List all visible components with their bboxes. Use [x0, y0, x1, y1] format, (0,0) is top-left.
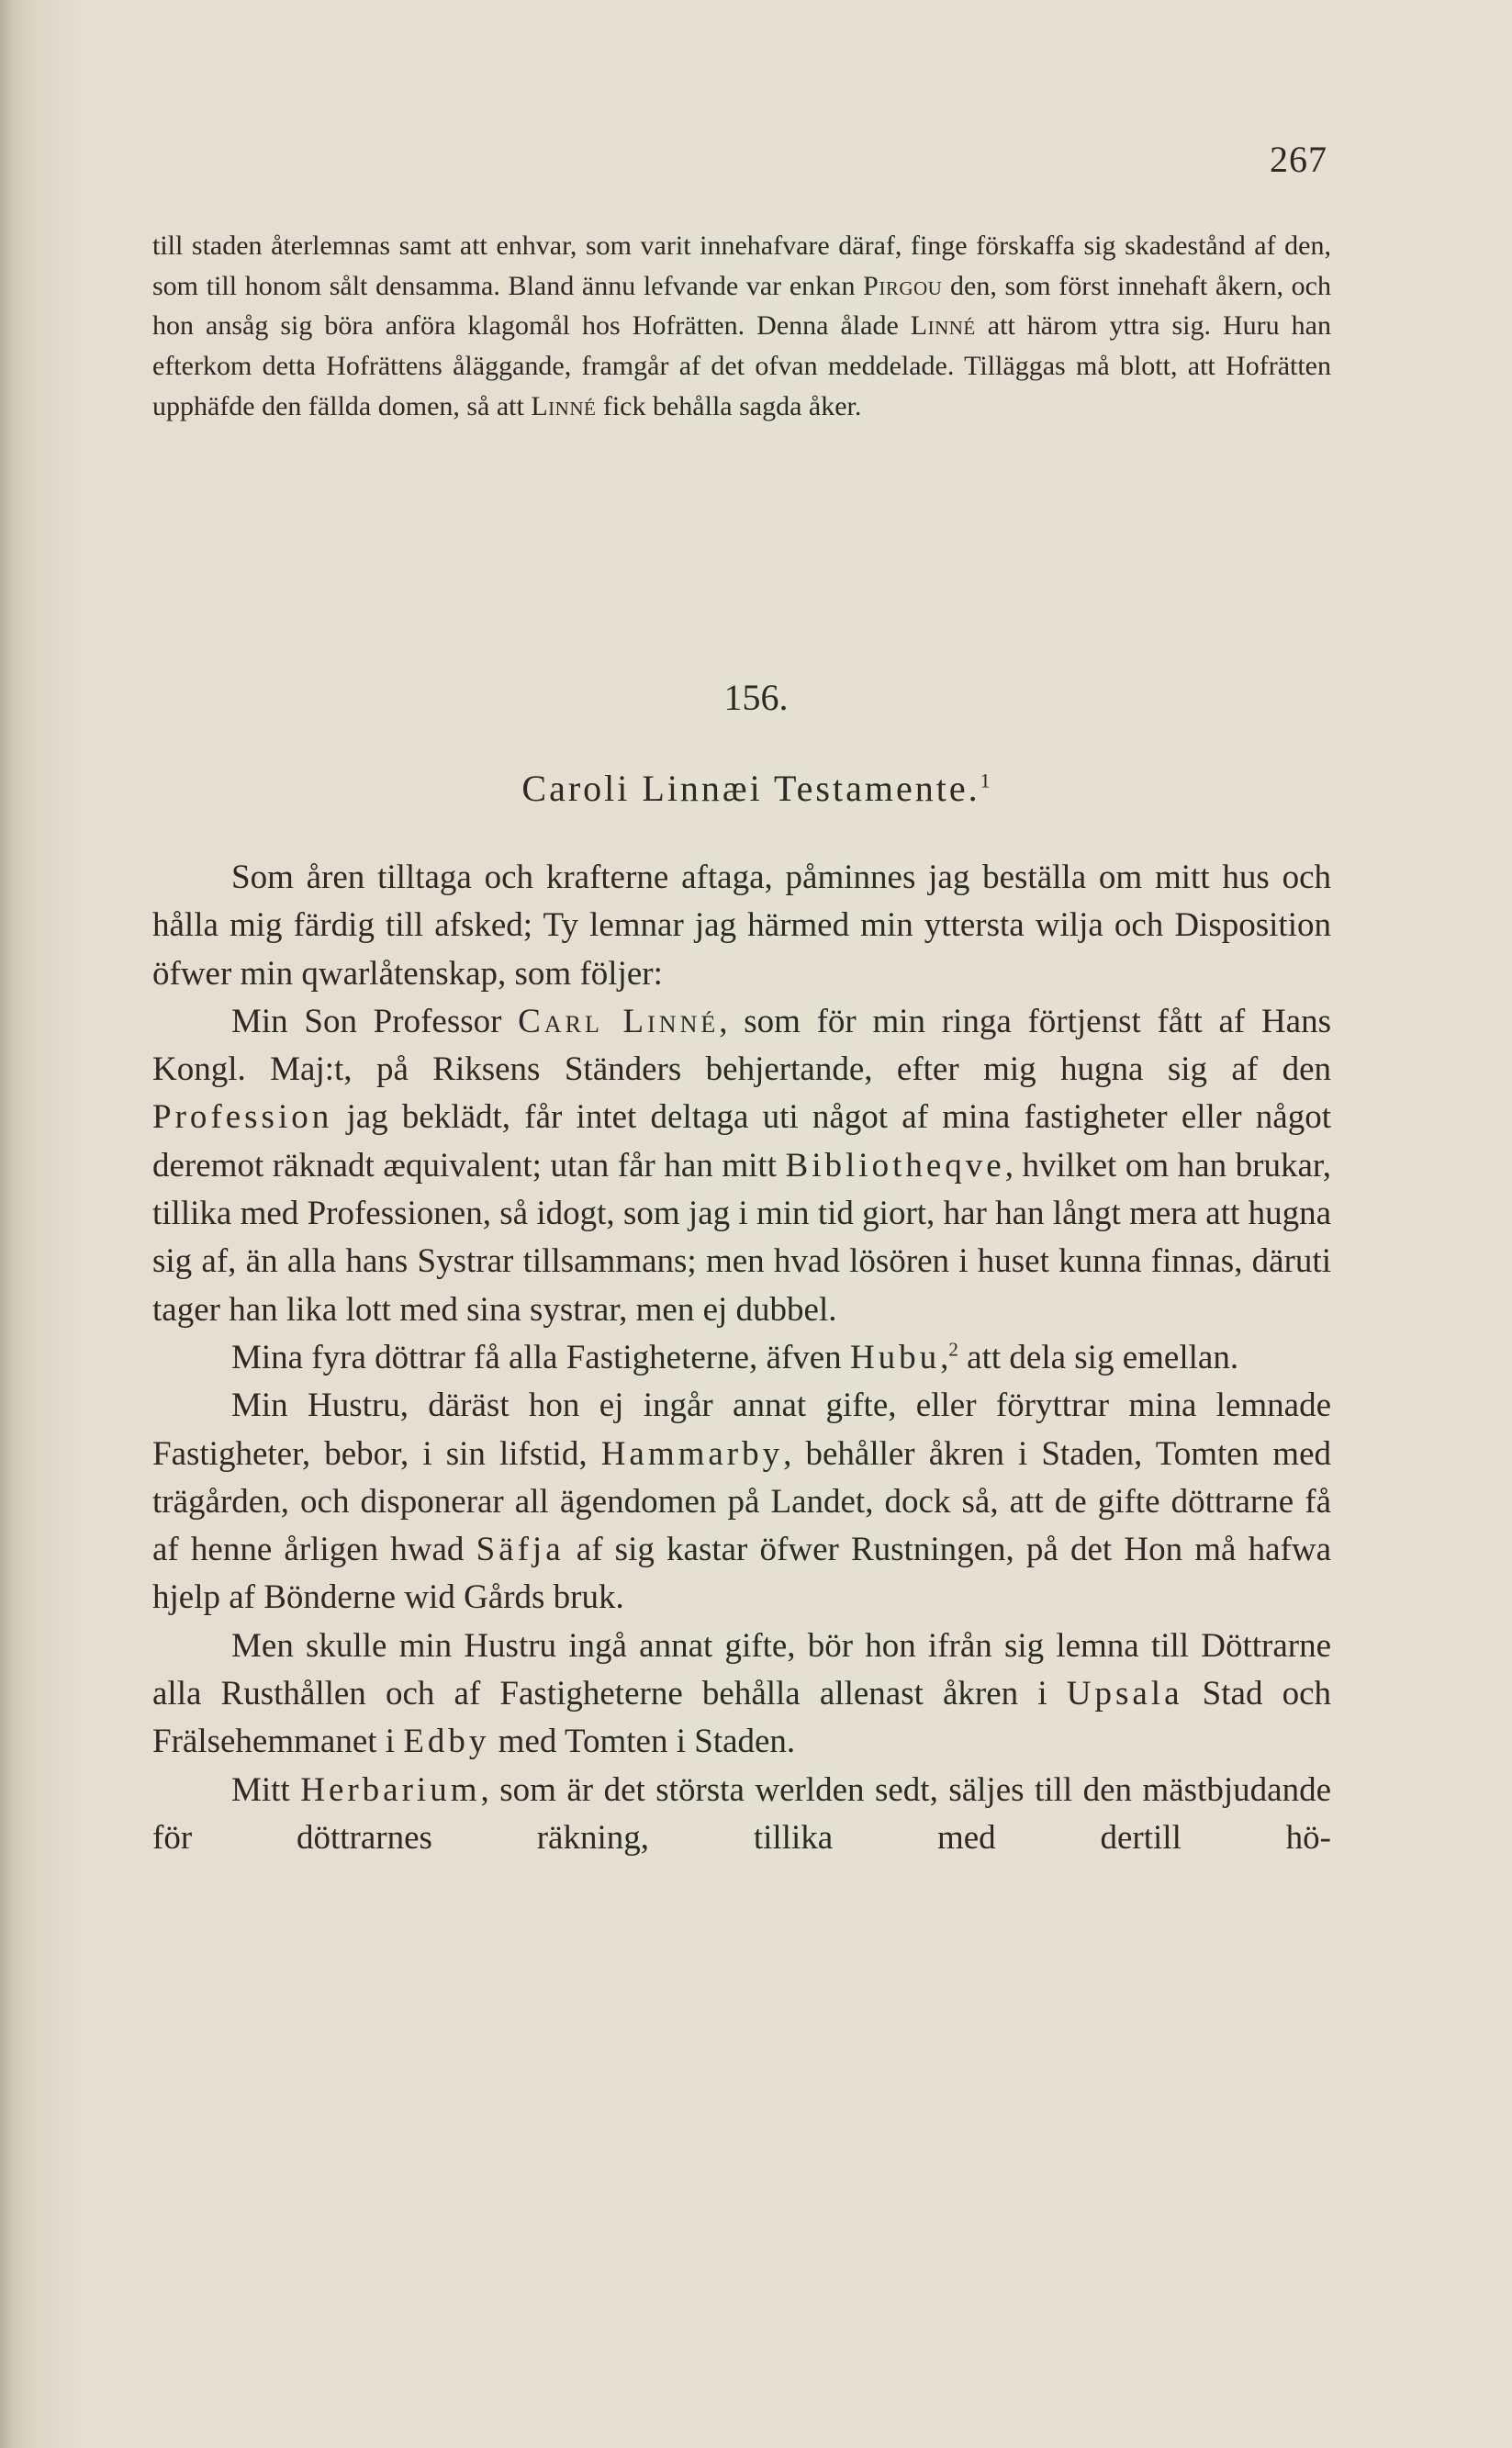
place-name: Hammarby	[600, 1434, 784, 1473]
section-number: 156.	[723, 677, 789, 718]
page-number: 267	[1270, 139, 1327, 180]
paragraph: Men skulle min Hustru ingå annat gifte, bör hon ifrån sig lemna till Döttrarne alla Rusthållen och af Fastigheterne behålla allenast åkren i Upsala Stad och Frälsehemmanet i Edby med Tomten i Staden.	[152, 1626, 1332, 1761]
person-name: Linné	[910, 310, 976, 342]
footnote-marker: 1	[980, 769, 991, 792]
paragraph: Min Son Professor Carl Linné, som för min ringa förtjenst fått af Hans Kongl. Maj:t, på Riksens Ständers behjertande, efter mig hugna sig af den Profession jag beklädt, får intet deltaga uti något af mina fastigheter eller något deremot räknadt æquivalent; utan får han mitt Bibliotheqve, hvilket om han brukar, tillika med Professionen, så idogt, som jag i min tid giort, har han långt mera att hugna sig af, än alla hans Systrar tillsammans; men hvad lösören i huset kunna finnas, däruti tager han lika lott med sina systrar, men ej dubbel.	[152, 1002, 1331, 1329]
paragraph: Mina fyra döttrar få alla Fastigheterne, äfven Hubu,$^2$ att dela sig emellan.	[231, 1338, 1239, 1376]
emphasized-word: Herbarium	[300, 1770, 481, 1809]
document-title: Caroli Linnæi Testamente.$^1$	[521, 768, 991, 809]
person-name: Carl Linné	[518, 1002, 720, 1040]
place-name: Säfja	[476, 1531, 565, 1569]
place-name: Hubu	[849, 1338, 941, 1376]
footnote-marker: 2	[948, 1338, 958, 1361]
intro-paragraph: till staden återlemnas samt att enhvar, som varit innehafvare däraf, finge förskaffa sig skadestånd af den, som till honom sålt densamma. Bland ännu lefvande var enkan Pirgou den, som först innehaft åkern, och hon ansåg sig böra anföra klagomål hos Hofrätten. Denna ålade Linné att härom yttra sig. Huru han efterkom detta Hofrättens åläggande, framgår af det ofvan meddelade. Tilläggas må blott, att Hofrätten upphäfde den fällda domen, så att Linné fick behålla sagda åker.	[152, 230, 1331, 421]
intro-text	[152, 226, 1331, 427]
paragraph: Som åren tilltaga och krafterne aftaga, påminnes jag beställa om mitt hus och hålla mig färdig till afsked; Ty lemnar jag härmed min yttersta wilja och Disposition öfwer min qwarlåtenskap, som följer:	[152, 859, 1331, 993]
paragraph: Mitt Herbarium, som är det största werlden sedt, säljes till den mästbjudande för döttrarnes räkning, tillika med dertill hö-	[152, 1770, 1331, 1857]
place-name: Edby	[403, 1723, 490, 1761]
emphasized-word: Profession	[152, 1098, 333, 1137]
person-name: Pirgou	[863, 270, 943, 301]
emphasized-word: Bibliotheqve	[785, 1146, 1005, 1185]
testament-text	[152, 854, 1331, 1862]
place-name: Upsala	[1066, 1675, 1183, 1713]
person-name: Linné	[531, 390, 597, 421]
paragraph: Min Hustru, däräst hon ej ingår annat gifte, eller föryttrar mina lemnade Fastigheter, bebor, i sin lifstid, Hammarby, behåller åkren i Staden, Tomten med trägården, och disponerar all ägendomen på Landet, dock så, att de gifte döttrarne få af henne årligen hwad Säfja af sig kastar öfwer Rustningen, på det Hon må hafwa hjelp af Bönderne wid Gårds bruk.	[152, 1387, 1331, 1617]
